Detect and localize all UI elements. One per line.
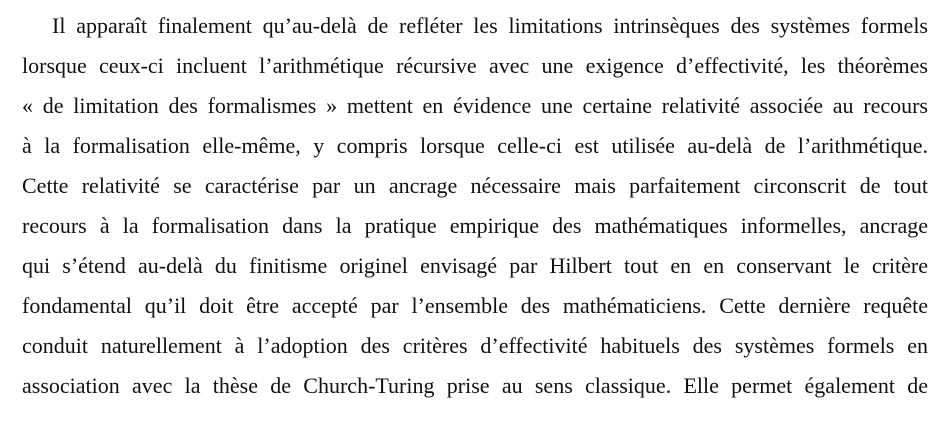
paragraph-line-4: à la formalisation elle-même, y compris lorsque celle-ci est utilisée au-delà de l’arithmétique. xyxy=(22,133,928,158)
paragraph-line-1: Il apparaît finalement qu’au-delà de refléter les limitations intrinsèques des systèmes formels xyxy=(52,13,928,38)
paragraph-line-6: recours à la formalisation dans la pratique empirique des mathématiques informelles, ancrage xyxy=(22,213,928,238)
paragraph-line-3: « de limitation des formalismes » mettent en évidence une certaine relativité associée au recours xyxy=(22,93,928,118)
paragraph-line-2: lorsque ceux-ci incluent l’arithmétique récursive avec une exigence d’effectivité, les théorèmes xyxy=(22,53,928,78)
paragraph-line-9: conduit naturellement à l’adoption des critères d’effectivité habituels des systèmes formels en xyxy=(22,333,928,358)
paragraph xyxy=(22,6,928,406)
paragraph-line-8: fondamental qu’il doit être accepté par l’ensemble des mathématiciens. Cette dernière requête xyxy=(22,293,928,318)
paragraph-line-5: Cette relativité se caractérise par un ancrage nécessaire mais parfaitement circonscrit de tout xyxy=(22,173,928,198)
paragraph-line-7: qui s’étend au-delà du finitisme originel envisagé par Hilbert tout en en conservant le critère xyxy=(22,253,928,278)
paragraph-line-10: association avec la thèse de Church-Turing prise au sens classique. Elle permet également de xyxy=(22,373,928,398)
